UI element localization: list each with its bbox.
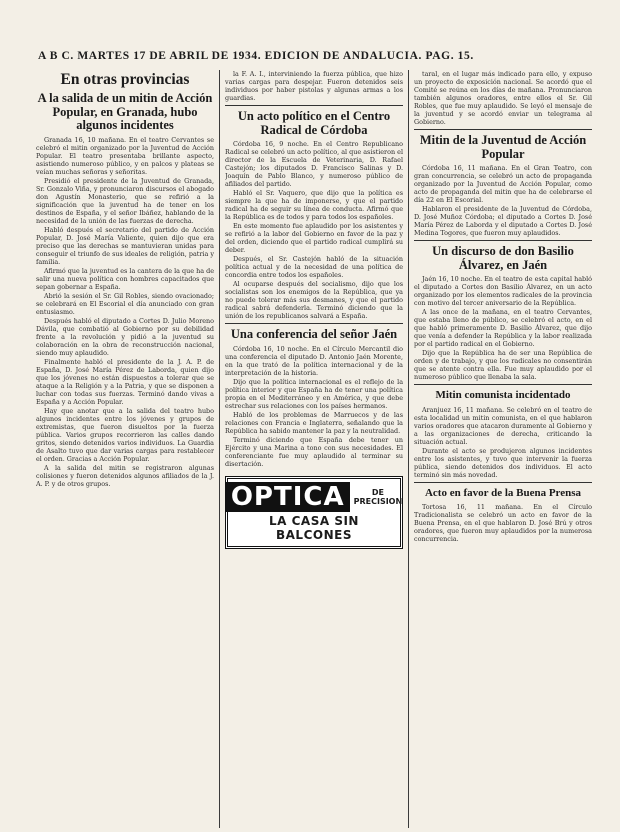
ad-subline: LA CASA SIN BALCONES [269,513,359,542]
paragraph: Aranjuez 16, 11 mañana. Se celebró en el teatro de esta localidad un mitin comunista, en el que hablaron varios oradores que atacaron duramente al Gobierno y a las organizaciones de derecha, criticando la situación actual. [414,405,592,446]
paragraph: Tortosa 16, 11 mañana. En el Círculo Tradicionalista se celebró un acto en favor de la Buena Prensa, en el que hablaron D. José Brú y otros oradores, que fueron muy aplaudidos por la numerosa concurrencia. [414,503,592,543]
article-title: Mitin de la Juventud de Acción Popular [419,133,587,161]
paragraph: Habló después el secretario del partido de Acción Popular, D. José María Valiente, quien dijo que era preciso que las derechas se mantuvieran unidas para conseguir el triunfo de sus ideales de religión, patria y familia. [36,225,214,266]
paragraph: taral, en el lugar más indicado para ello, y expuso un proyecto de exposición nacional. Se acordó que el Comité se reúna en los días de mañana. Pronunciaron también algunos oradores, entre ellos el Sr. Gil Robles, que fue muy aplaudido. Se leyó el mensaje de la juventud y se acordó enviar un telegrama al Gobierno. [414,70,592,126]
column-3 [414,70,592,830]
masthead: A B C. MARTES 17 DE ABRIL DE 1934. EDICION DE ANDALUCIA. PAG. 15. [38,50,474,62]
paragraph: Granada 16, 10 mañana. En el teatro Cervantes se celebró el mitin organizado por la Juventud de Acción Popular. El teatro presentaba brillante aspecto, asistiendo numeroso público, y en palcos y plateas se veían muchas señoras y señoritas. [36,135,214,176]
paragraph: En este momento fue aplaudido por los asistentes y se refirió a la labor del Gobierno en favor de la paz y del orden, diciendo que el partido radical cumplirá su deber. [225,222,403,254]
paragraph: Después habló el diputado a Cortes D. Julio Moreno Dávila, que combatió al Gobierno por su debilidad frente a la revolución y pidió a la juventud su colaboración en la obra de reconstrucción nacional, siendo muy aplaudido. [36,316,214,357]
paragraph: Jaén 16, 10 noche. En el teatro de esta capital habló el diputado a Cortes don Basilio Álvarez, en un acto organizado por los elementos radicales de la provincia con motivo del tercer aniversario de la República. [414,275,592,307]
paragraph: A la salida del mitin se registraron algunas colisiones y fueron detenidos algunos afiliados de la J. A. P. y de otros grupos. [36,463,214,488]
divider [414,129,592,130]
paragraph: Al ocuparse después del socialismo, dijo que los socialistas son los enemigos de la República, que ya no puede tolerar más sus desmanes, y que el partido radical sabrá defenderla. Terminó diciendo que la unión de los republicanos salvará a España. [225,280,403,320]
article-title: A la salida de un mitin de Acción Popular, en Granada, hubo algunos incidentes [37,91,213,132]
paragraph: Hablaron el presidente de la Juventud de Córdoba, D. José Muñoz Córdoba; el diputado a Cortes D. José María Pérez de Laborda y el diputado a Cortes D. José Medina Togores, que fueron muy aplaudidos. [414,205,592,237]
optica-advertisement [225,476,403,549]
paragraph: Córdoba 16, 9 noche. En el Centro Republicano Radical se celebró un acto político, al que asistieron el director de la Escuela de Veterinaria, D. Rafael Castejón; los diputados D. Francisco Salinas y D. Joaquín de Pablo Blanco, y numeroso público de afiliados del partido. [225,140,403,188]
divider [414,240,592,241]
article-title: Mitin comunista incidentado [435,389,571,401]
paragraph: A las once de la mañana, en el teatro Cervantes, que estaba lleno de público, se celebró el acto, en el que habló primeramente D. Basilio Álvarez, que dijo que venía a defender la República y la labor realizada por el partido radical en el Gobierno. [414,308,592,348]
paragraph: Hay que anotar que a la salida del teatro hubo algunos incidentes entre los jóvenes y grupos de extremistas, que fueron disueltos por la fuerza pública. Varios grupos recorrieron las calles dando gritos, siendo detenidos varios individuos. La Guardia de Asalto tuvo que dar varias cargas para restablecer el orden. Gracias a Acción Popular. [36,406,214,463]
paragraph: la F. A. I., interviniendo la fuerza pública, que hizo varias cargas para despejar. Fueron detenidos seis individuos por haber pistolas y algunas armas a los guardias. [225,70,403,102]
divider [414,384,592,385]
paragraph: Presidió el presidente de la Juventud de Granada, Sr. Gonzalo Viña, y pronunciaron discursos el abogado don Agustín Monasterio, que se refirió a la significación que la juventud ha de tener en los destinos de España, y el señor Ibáñez, hablando de la necesidad de la unión de las fuerzas de derecha. [36,176,214,225]
divider [414,482,592,483]
paragraph: Afirmó que la juventud es la cantera de la que ha de salir una nueva política con hombres capacitados que sepan gobernar a España. [36,266,214,291]
paragraph: Abrió la sesión el Sr. Gil Robles, siendo ovacionado; se celebrará en El Escorial el día anunciado con gran entusiasmo. [36,291,214,316]
paragraph: Dijo que la política internacional es el reflejo de la política interior y que España ha de tener una política propia en el Mediterráneo y en América, y que debe estrechar sus relaciones con los países hermanos. [225,377,403,410]
paragraph: Después, el Sr. Castejón habló de la situación política actual y de la necesidad de una política de concordia entre todos los españoles. [225,255,403,279]
paragraph: Habló el Sr. Vaquero, que dijo que la política es siempre la que ha de imponerse, y que el partido radical ha de seguir su línea de conducta. Afirmó que la República es de todos y para todos los españoles. [225,189,403,221]
column-rule [219,70,220,828]
article-title: Un acto político en el Centro Radical de Córdoba [237,109,391,137]
paragraph: Córdoba 16, 10 noche. En el Círculo Mercantil dio una conferencia el diputado D. Antonio Jaén Morente, en la que trató de la política internacional y de la interpretación de la historia. [225,344,403,377]
section-title: En otras provincias [60,71,190,88]
article-title: Un discurso de don Basilio Álvarez, en Jaén [432,244,574,272]
divider [225,323,403,324]
ad-logo: OPTICA [226,482,350,512]
paragraph: Terminó diciendo que España debe tener un Ejército y una Marina a tono con sus necesidades. El conferenciante fue muy aplaudido al terminar su disertación. [225,435,403,468]
paragraph: Durante el acto se produjeron algunos incidentes entre los asistentes, y tuvo que intervenir la fuerza pública, siendo detenidos dos individuos. El acto terminó sin más novedad. [414,446,592,479]
ad-slogan: DE PRECISION [353,487,403,506]
paragraph: Finalmente habló el presidente de la J. A. P. de España, D. José María Pérez de Laborda, quien dijo que los jóvenes no están dispuestos a tolerar que se ataque a la Religión y a la Patria, y que se disponen a luchar con todas sus fuerzas. Terminó dando vivas a España y a Acción Popular. [36,357,214,406]
divider [225,105,403,106]
paragraph: Córdoba 16, 11 mañana. En el Gran Teatro, con gran concurrencia, se celebró un acto de propaganda organizado por la Juventud de Acción Popular, como acto de propaganda del mitin que ha de celebrarse el día 22 en El Escorial. [414,164,592,204]
column-rule [408,70,409,828]
article-title: Una conferencia del señor Jaén [230,327,398,341]
column-2 [225,70,403,830]
paragraph: Dijo que la República ha de ser una República de orden y de trabajo, y que los radicales no consentirán que se atente contra ella. Fue muy aplaudido por el numeroso público que llenaba la sala. [414,349,592,381]
column-1 [36,70,214,830]
paragraph: Habló de los problemas de Marruecos y de las relaciones con Francia e Inglaterra, señalando que la República ha sabido mantener la paz y la neutralidad. [225,410,403,435]
article-title: Acto en favor de la Buena Prensa [424,486,582,499]
